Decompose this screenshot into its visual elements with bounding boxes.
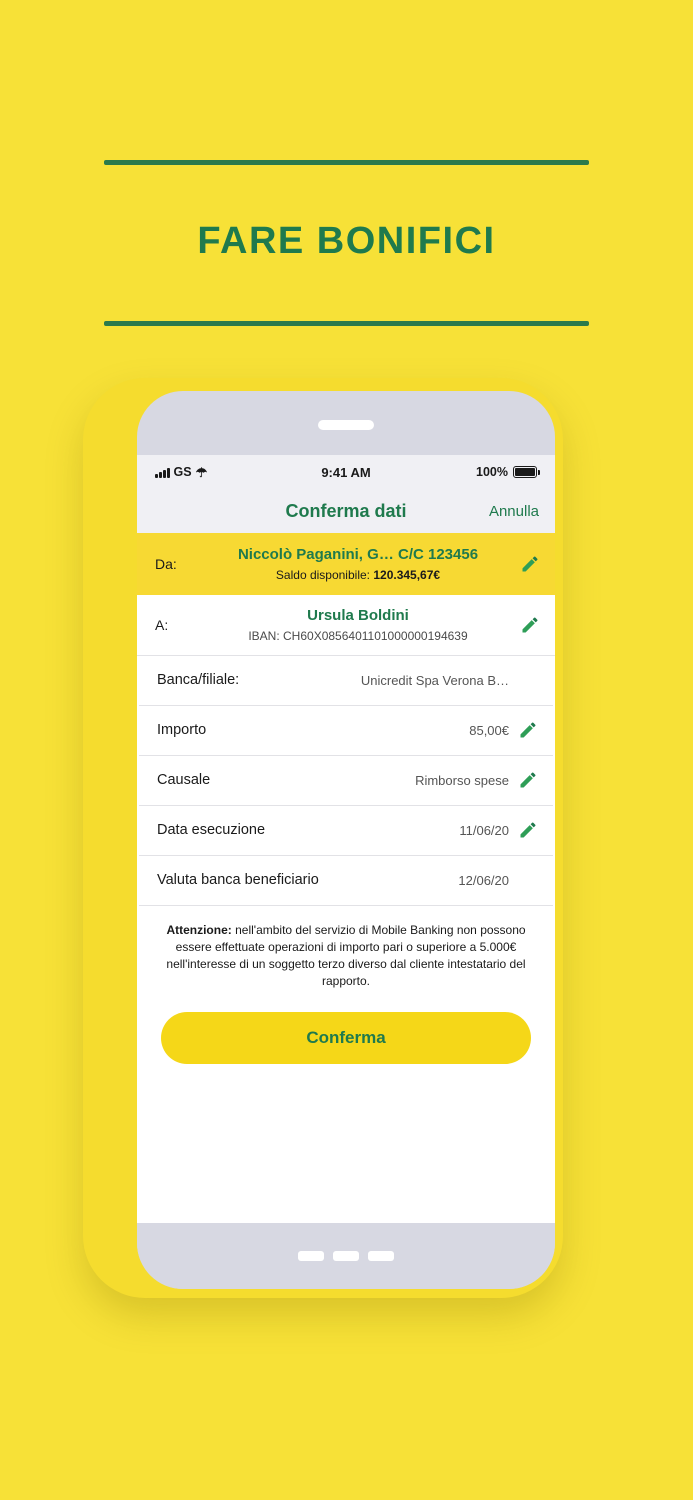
- from-account-row[interactable]: [137, 533, 555, 595]
- detail-label: Data esecuzione: [157, 822, 266, 839]
- detail-value: Rimborso spese: [415, 772, 509, 788]
- confirm-button-wrap: [137, 990, 555, 1064]
- detail-row: [139, 656, 553, 706]
- phone-device: [137, 391, 555, 1289]
- phone-screen: [137, 455, 555, 1223]
- pencil-icon[interactable]: [517, 819, 539, 841]
- header-rule-bottom: [104, 321, 589, 326]
- status-bar: [137, 455, 555, 489]
- detail-value: 85,00€: [469, 722, 509, 738]
- detail-label: Banca/filiale:: [157, 672, 240, 689]
- status-bar-left: [155, 465, 321, 479]
- detail-row[interactable]: [139, 806, 553, 856]
- detail-label: Valuta banca beneficiario: [157, 872, 319, 889]
- cancel-button[interactable]: Annulla: [488, 502, 539, 520]
- wifi-icon: ☂: [195, 464, 208, 480]
- detail-row: [139, 856, 553, 906]
- home-dash-3: [368, 1251, 394, 1261]
- page-title: FARE BONIFICI: [197, 220, 496, 262]
- pencil-icon[interactable]: [517, 719, 539, 741]
- warning-text: nell'ambito del servizio di Mobile Banking non possono essere effettuate operazioni di importo pari o superiore a 5.000€ nell'interesse di un soggetto terzo diverso dal cliente intestatario del rapporto.: [166, 922, 526, 988]
- nav-title: Conferma dati: [285, 500, 407, 521]
- from-balance-label: Saldo disponibile:: [275, 567, 370, 582]
- to-content: [197, 607, 519, 643]
- home-indicator-area: [137, 1223, 555, 1289]
- warning-prefix: Attenzione:: [166, 922, 232, 937]
- phone-notch: [266, 391, 426, 413]
- detail-row[interactable]: [139, 756, 553, 806]
- pencil-icon[interactable]: [519, 614, 541, 636]
- header-rule-top: [104, 160, 589, 165]
- detail-value: 12/06/20: [458, 872, 509, 888]
- home-dash-2: [333, 1251, 359, 1261]
- detail-label: Causale: [157, 772, 211, 789]
- pencil-icon[interactable]: [519, 553, 541, 575]
- status-bar-time: 9:41 AM: [321, 464, 371, 480]
- signal-bars-icon: [155, 467, 170, 478]
- confirm-button[interactable]: Conferma: [161, 1012, 531, 1064]
- detail-label: Importo: [157, 722, 207, 739]
- to-beneficiary-row[interactable]: [137, 595, 555, 656]
- page-header: [0, 160, 693, 326]
- to-beneficiary-name: Ursula Boldini: [307, 607, 409, 624]
- home-dash-1: [298, 1251, 324, 1261]
- detail-row[interactable]: [139, 706, 553, 756]
- from-balance-value: 120.345,67€: [373, 567, 441, 582]
- nav-bar: [137, 489, 555, 533]
- phone-speaker: [318, 420, 374, 430]
- from-label: Da:: [155, 556, 177, 572]
- from-balance: [197, 568, 519, 582]
- battery-percent-label: 100%: [476, 465, 508, 479]
- warning-notice: [137, 906, 555, 990]
- detail-value: Unicredit Spa Verona B…: [360, 672, 509, 688]
- detail-value: 11/06/20: [459, 822, 509, 838]
- to-iban: IBAN: CH60X0856401101000000194639: [248, 628, 468, 643]
- status-bar-right: [371, 465, 537, 479]
- to-label: A:: [155, 616, 169, 633]
- from-account-name: Niccolò Paganini, G… C/C 123456: [237, 546, 479, 564]
- from-content: [197, 546, 519, 582]
- carrier-label: GS: [173, 465, 192, 479]
- battery-full-icon: [513, 466, 537, 478]
- pencil-icon[interactable]: [517, 769, 539, 791]
